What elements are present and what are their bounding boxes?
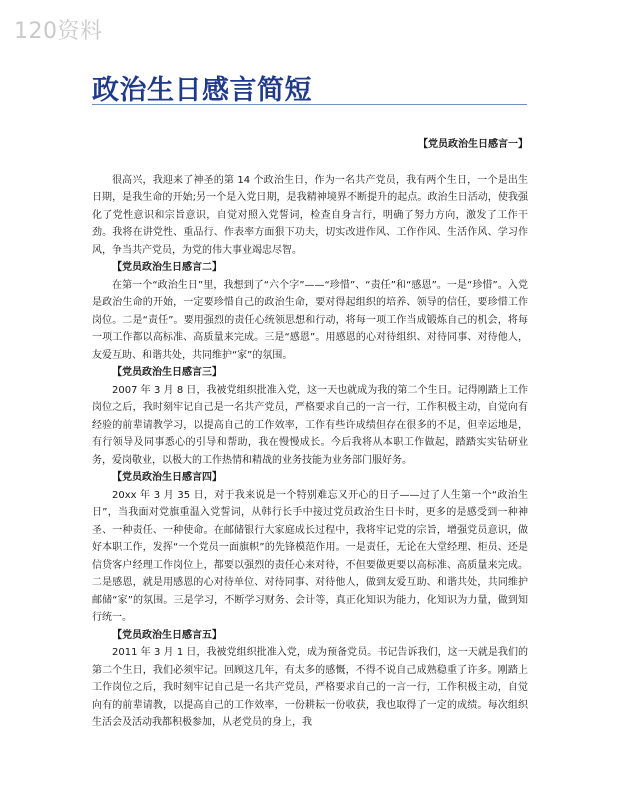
section-heading: 【党员政治生日感言一】 [418,139,528,150]
section-heading: 【党员政治生日感言五】 [112,629,222,641]
section-heading: 【党员政治生日感言三】 [112,367,222,378]
section-paragraph: 2011 年 3 月 1 日，我被党组织批准入党，成为预备党员。书记告诉我们，这一天就是我们的第二个生日，我们必须牢记。回顾这几年，有太多的感慨，不得不说自己成熟稳重了许多。刚踏上工作岗位之后，我时刻牢记自己是一名共产党员，严格要求自己的一言一行，工作积极主动，自觉向有的前辈请教，以提高自己的工作效率，一份耕耘一份收获，我也取得了一定的成绩。每次组织生活会及活动我都积极参加，从老党员的身上，我 [92,647,528,728]
section-paragraph: 在第一个“政治生日”里，我想到了“六个字”——“珍惜”、“责任”和“感恩”。一是“珍惜”。入党是政治生命的开始，一定要珍惜自己的政治生命，要对得起组织的培养、领导的信任，要珍惜工作岗位。二是“责任”。要用强烈的责任心统领思想和行动，将每一项工作当成锻炼自己的机会，将每一项工作都以高标准、高质量来完成。三是“感恩”。用感恩的心对待组织、对待同事、对待他人，友爱互助、和谐共处，共同维护“家”的氛围。 [92,279,528,361]
document-body [92,136,528,732]
section-heading: 【党员政治生日感言二】 [112,262,222,273]
page-title: 政治生日感言简短 [92,75,312,106]
watermark: 120资料 [14,19,103,44]
section-paragraph: 很高兴，我迎来了神圣的第 14 个政治生日，作为一名共产党员，我有两个生日，一个是出生日期，是我生命的开始;另一个是入党日期，是我精神境界不断提升的起点。政治生日活动，使我强化了党性意识和宗旨意识，自觉对照入党誓词，检查自身言行，明确了努力方向，激发了工作干劲。我将在讲党性、重品行、作表率方面狠下功夫，切实改进作风、工作作风、生活作风、学习作风，争当共产党员，为党的伟大事业竭忠尽智。 [92,174,528,256]
section-heading: 【党员政治生日感言四】 [112,472,222,483]
section-paragraph: 20xx 年 3 月 35 日，对于我来说是一个特别难忘又开心的日子——过了人生第一个“政治生日”，当我面对党旗重温入党誓词，从韩行长手中接过党员政治生日卡时，更多的是感受到一种神圣、一种责任、一种使命。在邮储银行大家庭成长过程中，我将牢记党的宗旨，增强党员意识，做好本职工作，发挥“一个党员一面旗帜”的先锋模范作用。一是责任，无论在大堂经理、柜员、还是信贷客户经理工作岗位上，都要以强烈的责任心来对待，不但要做更要以高标准、高质量来完成。二是感恩，就是用感恩的心对待单位、对待同事、对待他人，做到友爱互助、和谐共处，共同维护邮储“家”的氛围。三是学习，不断学习财务、会计等，真正化知识为能力，化知识为力量，做到知行统一。 [92,489,528,623]
section-paragraph: 2007 年 3 月 8 日，我被党组织批准入党，这一天也就成为我的第二个生日。记得刚踏上工作岗位之后，我时刻牢记自己是一名共产党员，严格要求自己的一言一行，工作积极主动，自觉向有经验的前辈请教学习，以提高自己的工作效率，工作有些许成绩但存在很多的不足，但幸运地是，有行领导及同事悉心的引导和帮助，我在慢慢成长。今后我将从本职工作做起，踏踏实实钻研业务，爱岗敬业，以极大的工作热情和精战的业务技能为业务部门服好务。 [92,384,528,466]
title-divider [92,104,527,105]
